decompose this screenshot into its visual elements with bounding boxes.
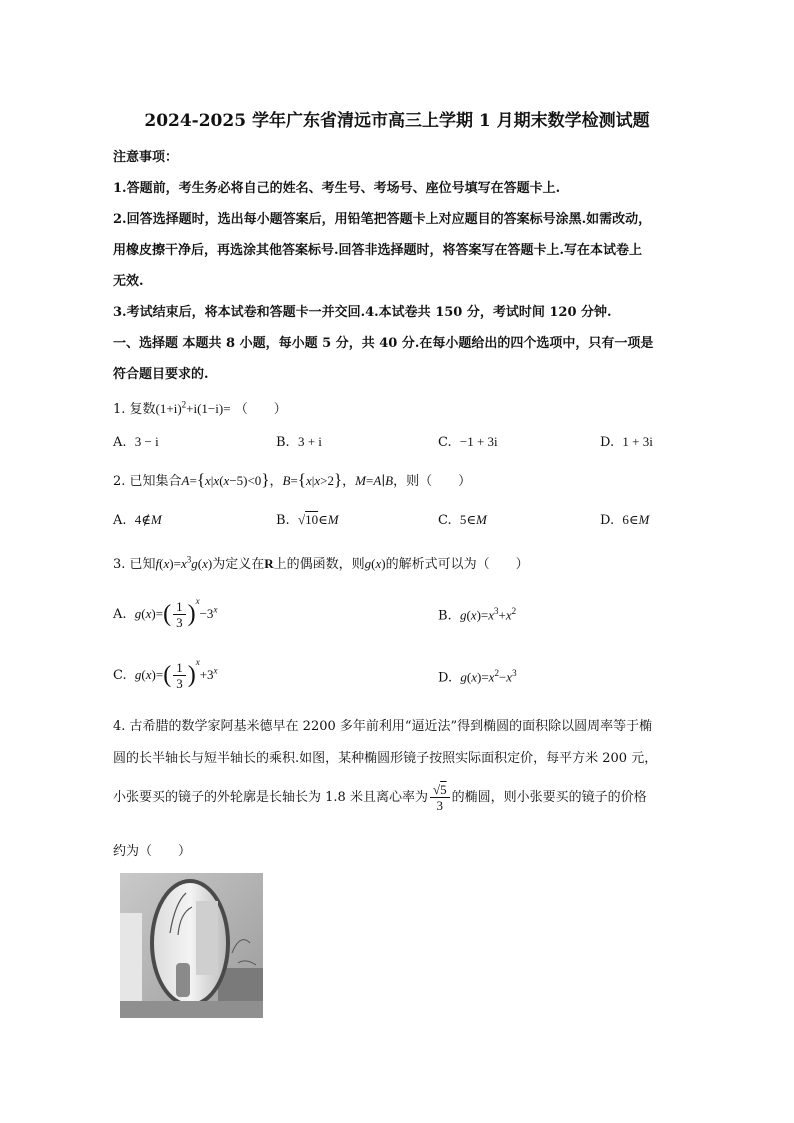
question-2-option-b: B. √10∈M — [276, 512, 339, 528]
question-3-option-a: A. g(x)=( $\frac{1}{3}$ )$^x-3^x$ — [113, 596, 218, 630]
notice-item-2-line-2: 用橡皮擦干净后，再选涂其他答案标号.回答非选择题时，将答案写在答题卡上.写在本试卷上 — [113, 243, 643, 258]
question-3-stem: 3. 已知$f(x)=x^3g(x)$为定义在R上的偶函数，则g(x)的解析式可以为（ ） — [113, 554, 529, 572]
question-4-line-2: 圆的长半轴长与短半轴长的乘积.如图，某种椭圆形镜子按照实际面积定价，每平方米 200 元， — [113, 751, 658, 766]
question-2-option-c: C. 5∈M — [438, 512, 487, 528]
question-1-option-d: D. 1 + 3i — [600, 434, 653, 450]
question-2-option-d: D. 6∈M — [600, 512, 650, 528]
notice-item-2-line-1: 2.回答选择题时，选出每小题答案后，用铅笔把答题卡上对应题目的答案标号涂黑.如需改动， — [113, 212, 652, 227]
notice-item-2-line-3: 无效. — [113, 274, 144, 289]
notice-item-3: 3.考试结束后，将本试卷和答题卡一并交回.4.本试卷共 150 分，考试时间 120 分钟. — [113, 305, 612, 320]
question-2-set-a: A — [181, 473, 190, 488]
question-2-set-m: M — [355, 473, 367, 488]
question-1-option-b: B. 3 + i — [276, 434, 322, 450]
question-3-option-c: C. g(x)=( $\frac{1}{3}$ )$^x+3^x$ — [113, 657, 218, 691]
question-1-prefix: 1. 复数 — [113, 402, 156, 417]
question-1-stem — [113, 398, 287, 417]
page-title: 2024-2025 学年广东省清远市高三上学期 1 月期末数学检测试题 — [144, 111, 650, 131]
question-1-option-c: C. −1 + 3i — [438, 434, 498, 450]
question-4-line-3: 小张要买的镜子的外轮廓是长轴长为 1.8 米且离心率为 $\frac{√5}{3}$ 的椭圆，则小张要买的镜子的价格 — [113, 782, 647, 813]
question-2-stem: 2. 已知集合A={x|x(x−5)<0}，B={x|x>2}，M=A∣B，则（ ） — [113, 470, 472, 489]
notice-item-1: 1.答题前，考生务必将自己的姓名、考生号、考场号、座位号填写在答题卡上. — [113, 181, 561, 196]
question-1-paren: （ ） — [234, 402, 287, 417]
question-2-option-a: A. 4∉M — [113, 512, 162, 528]
question-3-option-d: D. $g(x)=x^2-x^3$ — [438, 668, 517, 686]
section-1-heading-line-1: 一、选择题 本题共 8 小题，每小题 5 分，共 40 分.在每小题给出的四个选项中，只有一项是 — [113, 336, 654, 351]
question-3-option-b: B. $g(x)=x^3+x^2$ — [438, 606, 517, 624]
question-2-set-b: B — [282, 473, 291, 488]
question-4-line-1: 4. 古希腊的数学家阿基米德早在 2200 多年前利用“逼近法”得到椭圆的面积除以圆周率等于椭 — [113, 719, 653, 734]
question-4-line-4: 约为（ ） — [113, 844, 192, 859]
question-1-option-a: A. 3 − i — [113, 434, 159, 450]
question-1-expression: $(1+i)^2+i(1-i)=$ — [155, 399, 231, 416]
oval-mirror-photo — [120, 873, 263, 1018]
section-1-heading-line-2: 符合题目要求的. — [113, 367, 209, 382]
notice-heading: 注意事项： — [113, 150, 179, 165]
